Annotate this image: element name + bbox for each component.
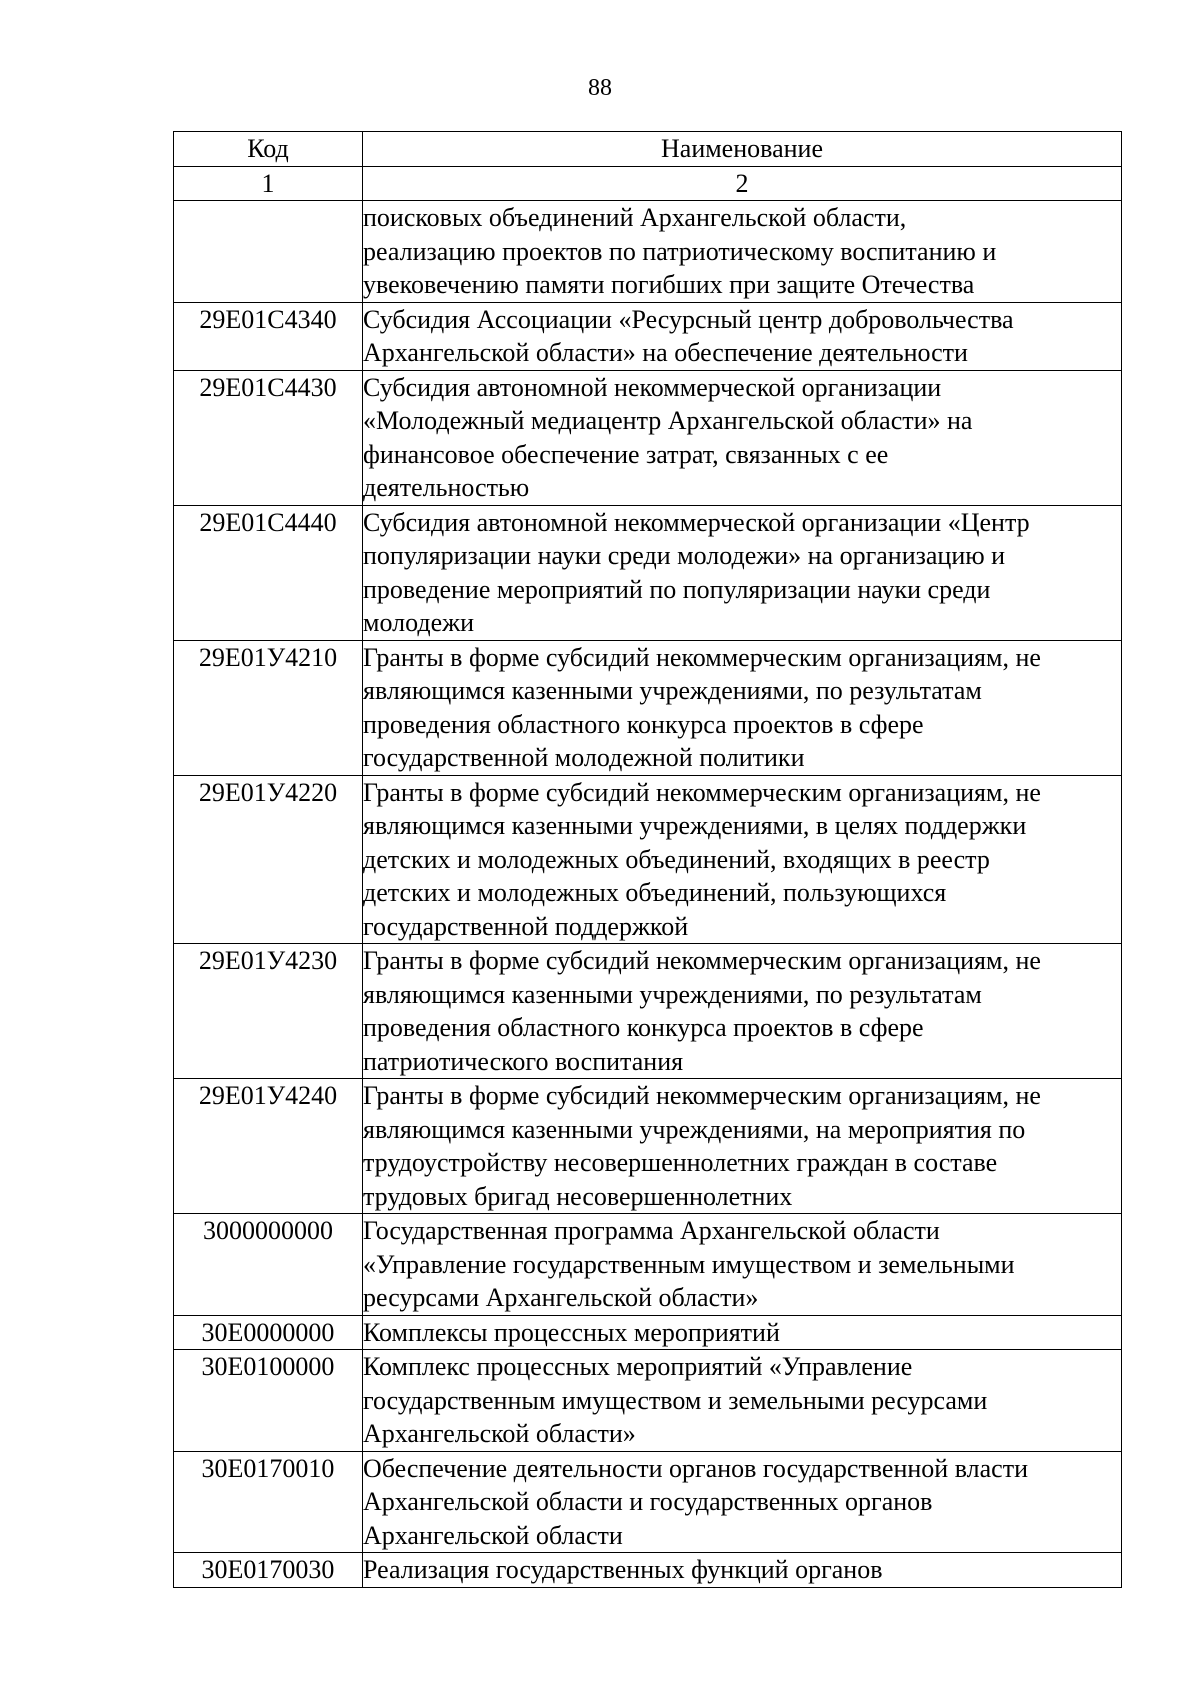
name-line: государственным имуществом и земельными ресурсами <box>363 1385 988 1415</box>
name-line: являющимся казенными учреждениями, по результатам <box>363 979 982 1009</box>
table-row <box>174 1079 1122 1214</box>
row-name <box>363 1079 1122 1214</box>
name-line: Архангельской области» <box>363 1419 636 1448</box>
name-line: являющимся казенными учреждениями, на мероприятия по <box>363 1114 1026 1144</box>
name-line: детских и молодежных объединений, пользующихся <box>363 878 947 907</box>
name-line: «Молодежный медиацентр Архангельской области» на <box>363 406 973 435</box>
row-code: 29Е01С4430 <box>174 370 363 505</box>
name-line: патриотического воспитания <box>363 1046 684 1076</box>
row-name <box>363 775 1122 944</box>
row-name <box>363 370 1122 505</box>
page-number: 88 <box>588 75 612 101</box>
table-row <box>174 1451 1122 1553</box>
table-row <box>174 370 1122 505</box>
row-name <box>363 1350 1122 1452</box>
name-line: реализацию проектов по патриотическому воспитанию и <box>363 236 997 266</box>
row-name <box>363 1451 1122 1553</box>
header-name: Наименование <box>363 132 1122 167</box>
row-code: 30Е0100000 <box>174 1350 363 1452</box>
name-line: детских и молодежных объединений, входящих в реестр <box>363 844 990 874</box>
row-code: 29Е01У4220 <box>174 775 363 944</box>
row-code: 29Е01У4230 <box>174 944 363 1079</box>
row-code <box>174 201 363 303</box>
name-line: Архангельской области» на обеспечение деятельности <box>363 338 968 367</box>
row-code: 29Е01У4240 <box>174 1079 363 1214</box>
name-line: являющимся казенными учреждениями, по результатам <box>363 676 982 705</box>
name-line: «Управление государственным имуществом и земельными <box>363 1249 1015 1279</box>
row-name <box>363 505 1122 640</box>
name-line: проведения областного конкурса проектов в сфере <box>363 709 924 739</box>
name-line: государственной поддержкой <box>363 911 689 941</box>
table-row <box>174 1315 1122 1350</box>
row-code: 29Е01У4210 <box>174 640 363 775</box>
name-line: Архангельской области и государственных органов <box>363 1487 933 1516</box>
table-row <box>174 302 1122 370</box>
table-row <box>174 944 1122 1079</box>
table-row <box>174 1214 1122 1316</box>
row-code: 29Е01С4440 <box>174 505 363 640</box>
column-number-2: 2 <box>363 166 1122 201</box>
name-line: Архангельской области <box>363 1520 623 1550</box>
name-line: Субсидия автономной некоммерческой организации «Центр <box>363 507 1030 537</box>
name-line: Гранты в форме субсидий некоммерческим организациям, не <box>363 642 1041 672</box>
row-name <box>363 1553 1122 1588</box>
name-line: Субсидия Ассоциации «Ресурсный центр добровольчества <box>363 304 1014 334</box>
name-line: государственной молодежной политики <box>363 743 805 772</box>
name-line: Обеспечение деятельности органов государственной власти <box>363 1453 1028 1483</box>
row-code: 30Е0170030 <box>174 1553 363 1588</box>
row-name <box>363 944 1122 1079</box>
name-line: Комплекс процессных мероприятий «Управление <box>363 1352 913 1381</box>
name-line: Субсидия автономной некоммерческой организации <box>363 372 942 402</box>
row-name <box>363 201 1122 303</box>
name-line: являющимся казенными учреждениями, в целях поддержки <box>363 811 1027 840</box>
row-code: 30Е0000000 <box>174 1315 363 1350</box>
name-line: популяризации науки среди молодежи» на организацию и <box>363 541 1006 570</box>
classification-table <box>173 131 1122 1588</box>
name-line: поисковых объединений Архангельской области, <box>363 203 907 232</box>
row-name <box>363 1315 1122 1350</box>
row-code: 30Е0170010 <box>174 1451 363 1553</box>
name-line: Реализация государственных функций органов <box>363 1555 883 1584</box>
row-code: 29Е01С4340 <box>174 302 363 370</box>
name-line: финансовое обеспечение затрат, связанных с ее <box>363 439 889 469</box>
table-row <box>174 1350 1122 1452</box>
table-row <box>174 201 1122 303</box>
name-line: Гранты в форме субсидий некоммерческим организациям, не <box>363 777 1041 807</box>
name-line: трудовых бригад несовершеннолетних <box>363 1181 793 1211</box>
table-row <box>174 505 1122 640</box>
row-name <box>363 640 1122 775</box>
table-body <box>174 201 1122 1588</box>
name-line: увековечению памяти погибших при защите Отечества <box>363 270 975 299</box>
header-row <box>174 132 1122 167</box>
column-number-row <box>174 166 1122 201</box>
name-line: трудоустройству несовершеннолетних граждан в составе <box>363 1148 998 1177</box>
row-code: 3000000000 <box>174 1214 363 1316</box>
name-line: Гранты в форме субсидий некоммерческим организациям, не <box>363 946 1041 975</box>
name-line: проведение мероприятий по популяризации науки среди <box>363 574 991 604</box>
column-number-1: 1 <box>174 166 363 201</box>
name-line: проведения областного конкурса проектов в сфере <box>363 1013 924 1042</box>
table-row <box>174 775 1122 944</box>
name-line: ресурсами Архангельской области» <box>363 1283 759 1312</box>
name-line: Комплексы процессных мероприятий <box>363 1317 780 1347</box>
name-line: Гранты в форме субсидий некоммерческим организациям, не <box>363 1081 1041 1110</box>
row-name <box>363 302 1122 370</box>
header-code: Код <box>174 132 363 167</box>
table-row <box>174 1553 1122 1588</box>
table-row <box>174 640 1122 775</box>
name-line: Государственная программа Архангельской области <box>363 1216 940 1245</box>
name-line: молодежи <box>363 608 474 637</box>
name-line: деятельностью <box>363 473 530 502</box>
row-name <box>363 1214 1122 1316</box>
